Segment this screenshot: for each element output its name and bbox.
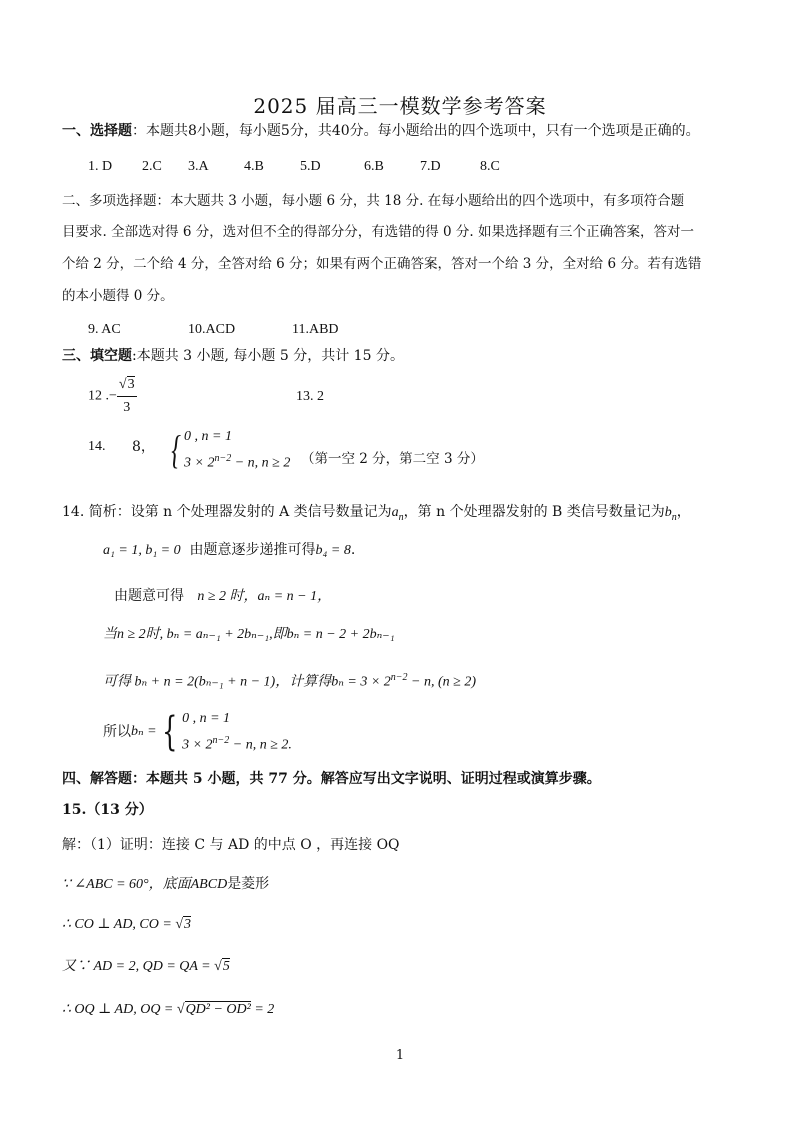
analysis-line-2-text: 由题意逐步递推可得	[189, 542, 316, 558]
analysis-line-5-c: − n, (n ≥ 2)	[407, 674, 477, 690]
analysis-line-1-a: 14. 简析：设第 n 个处理器发射的 A 类信号数量记为	[62, 504, 392, 520]
analysis-case-2: 3 × 2	[182, 737, 213, 753]
section1-header	[62, 121, 700, 141]
answer-12-sign: −	[109, 388, 117, 404]
analysis-line-4: 当n ≥ 2时, bₙ = aₙ₋₁ + 2bₙ₋₁,即bₙ = n − 2 + 2bₙ₋₁	[103, 627, 395, 642]
analysis-line-5-a: 可得 bₙ + n = 2(bₙ₋₁ + n − 1)，计算得	[103, 674, 332, 690]
solution-line-4-root: 5	[222, 959, 230, 974]
analysis-line-2-math: a₁ = 1, b₁ = 0	[103, 543, 181, 558]
answer-14-case-2: 3 × 2	[184, 455, 215, 471]
brace-icon: {	[171, 427, 181, 473]
answer-8: 8.C	[480, 159, 500, 174]
answer-12-fraction: $\frac{√3}{3}$	[117, 374, 137, 419]
analysis-line-3-text: 由题意可得	[114, 588, 184, 604]
answer-5: 5.D	[300, 159, 321, 174]
analysis-an: $a_n$	[391, 505, 404, 523]
solution-line-2-c: 是菱形	[227, 876, 270, 892]
question-15-title: 15.（13 分）	[62, 802, 153, 818]
answer-6: 6.B	[364, 159, 384, 174]
section1-desc: ：本题共8小题，每小题5分，共40分。每小题给出的四个选项中，只有一个选项是正确的。	[132, 123, 700, 139]
answer-12	[88, 374, 137, 419]
section1-heading: 一、选择题	[62, 123, 132, 139]
answer-14-note: （第一空 2 分，第二空 3 分）	[301, 451, 484, 467]
answer-14-label: 14.	[88, 439, 106, 454]
analysis-line-6: 所以 bₙ = { 0 , n = 1 $3 \times 2^{n-2} - n$, n ≥ 2.	[103, 709, 292, 756]
section2-line-1: 二、多项选择题：本大题共 3 小题，每小题 6 分，共 18 分. 在每小题给出的四个选项中，有多项符合题	[62, 193, 685, 209]
analysis-line-5-b: bₙ = 3 × 2	[331, 674, 391, 690]
answer-14-case-2-exp: n−2	[214, 453, 232, 464]
analysis-case-2-exp: n−2	[212, 735, 230, 746]
analysis-line-2-math2: b₄ = 8	[315, 543, 351, 558]
solution-line-4-a: 又∵ AD = 2, QD = QA =	[62, 959, 215, 974]
analysis-line-6-b: bₙ =	[131, 724, 157, 740]
analysis-line-1	[62, 502, 691, 528]
answer-1: 1. D	[88, 159, 113, 174]
answer-7: 7.D	[420, 159, 441, 174]
solution-line-1: 解：（1）证明：连接 C 与 AD 的中点 O ，再连接 OQ	[62, 837, 400, 853]
section3-header	[62, 346, 404, 366]
solution-line-2-a: ∵ ∠ABC = 60°，底面	[62, 877, 191, 892]
page-title: 2025 届高三一模数学参考答案	[253, 94, 547, 118]
section3-desc: :本题共 3 小题, 每小题 5 分，共计 15 分。	[132, 348, 404, 364]
solution-line-5: ∴ OQ ⊥ AD, OQ = √QD² − OD² = 2	[62, 1002, 275, 1017]
analysis-line-5-exp: n−2	[390, 672, 408, 683]
section2-line-3: 个给 2 分，二个给 4 分，全答对给 6 分；如果有两个正确答案，答对一个给 3 分，全对给 6 分。若有选错	[62, 256, 702, 272]
analysis-line-1-c: ，	[676, 504, 691, 520]
answer-10: 10.ACD	[188, 322, 236, 337]
answer-14-case-2-tail: − n, n ≥ 2	[231, 455, 291, 471]
answer-3: 3.A	[188, 159, 209, 174]
answer-14-piecewise	[168, 426, 290, 475]
solution-line-5-root: QD² − OD²	[185, 1002, 251, 1017]
section4-heading: 四、解答题：本题共 5 小题，共 77 分。解答应写出文字说明、证明过程或演算步骤。	[62, 771, 601, 787]
section2-line-4: 的本小题得 0 分。	[62, 288, 174, 304]
solution-line-5-b: = 2	[250, 1002, 275, 1017]
answer-13: 13. 2	[296, 389, 324, 404]
solution-line-3-root: 3	[184, 917, 192, 932]
solution-line-5-a: ∴ OQ ⊥ AD, OQ =	[62, 1002, 177, 1017]
answer-14-first: 8，	[132, 439, 155, 455]
answer-12-numerator: 3	[127, 377, 135, 392]
answer-12-label: 12 .	[88, 388, 109, 404]
answer-14-case-1: 0 , n = 1	[184, 429, 232, 444]
section2-answers	[88, 320, 339, 340]
analysis-line-5	[103, 668, 476, 693]
solution-line-4: 又∵ AD = 2, QD = QA = √5	[62, 959, 230, 974]
solution-line-2-b: ABCD	[190, 877, 228, 892]
answer-11: 11.ABD	[292, 322, 339, 337]
answer-2: 2.C	[142, 159, 162, 174]
solution-line-3: ∴ CO ⊥ AD, CO = √3	[62, 917, 192, 932]
section2-line-2: 目要求. 全部选对得 6 分，选对但不全的得部分分，有选错的得 0 分. 如果选择题有三个正确答案，答对一	[62, 224, 695, 240]
section3-heading: 三、填空题	[62, 348, 132, 364]
answer-9: 9. AC	[88, 322, 121, 337]
analysis-case-1: 0 , n = 1	[182, 711, 231, 726]
analysis-line-2: a₁ = 1, b₁ = 0 由题意逐步递推可得b₄ = 8.	[103, 542, 356, 558]
analysis-line-3	[114, 586, 331, 607]
solution-line-3-a: ∴ CO ⊥ AD, CO =	[62, 917, 176, 932]
answer-12-denominator: 3	[123, 400, 131, 415]
analysis-bn: $b_n$	[664, 505, 677, 523]
page-number: 1	[395, 1048, 405, 1063]
solution-line-2	[62, 874, 269, 895]
analysis-line-3-math: n ≥ 2 时，aₙ = n − 1，	[197, 589, 332, 604]
section1-answers	[88, 157, 500, 177]
brace-icon: {	[161, 709, 177, 756]
analysis-line-6-label: 所以	[103, 724, 131, 741]
answer-4: 4.B	[244, 159, 264, 174]
analysis-case-2-tail: − n, n ≥ 2	[229, 737, 289, 753]
analysis-line-1-b: ，第 n 个处理器发射的 B 类信号数量记为	[403, 504, 665, 520]
